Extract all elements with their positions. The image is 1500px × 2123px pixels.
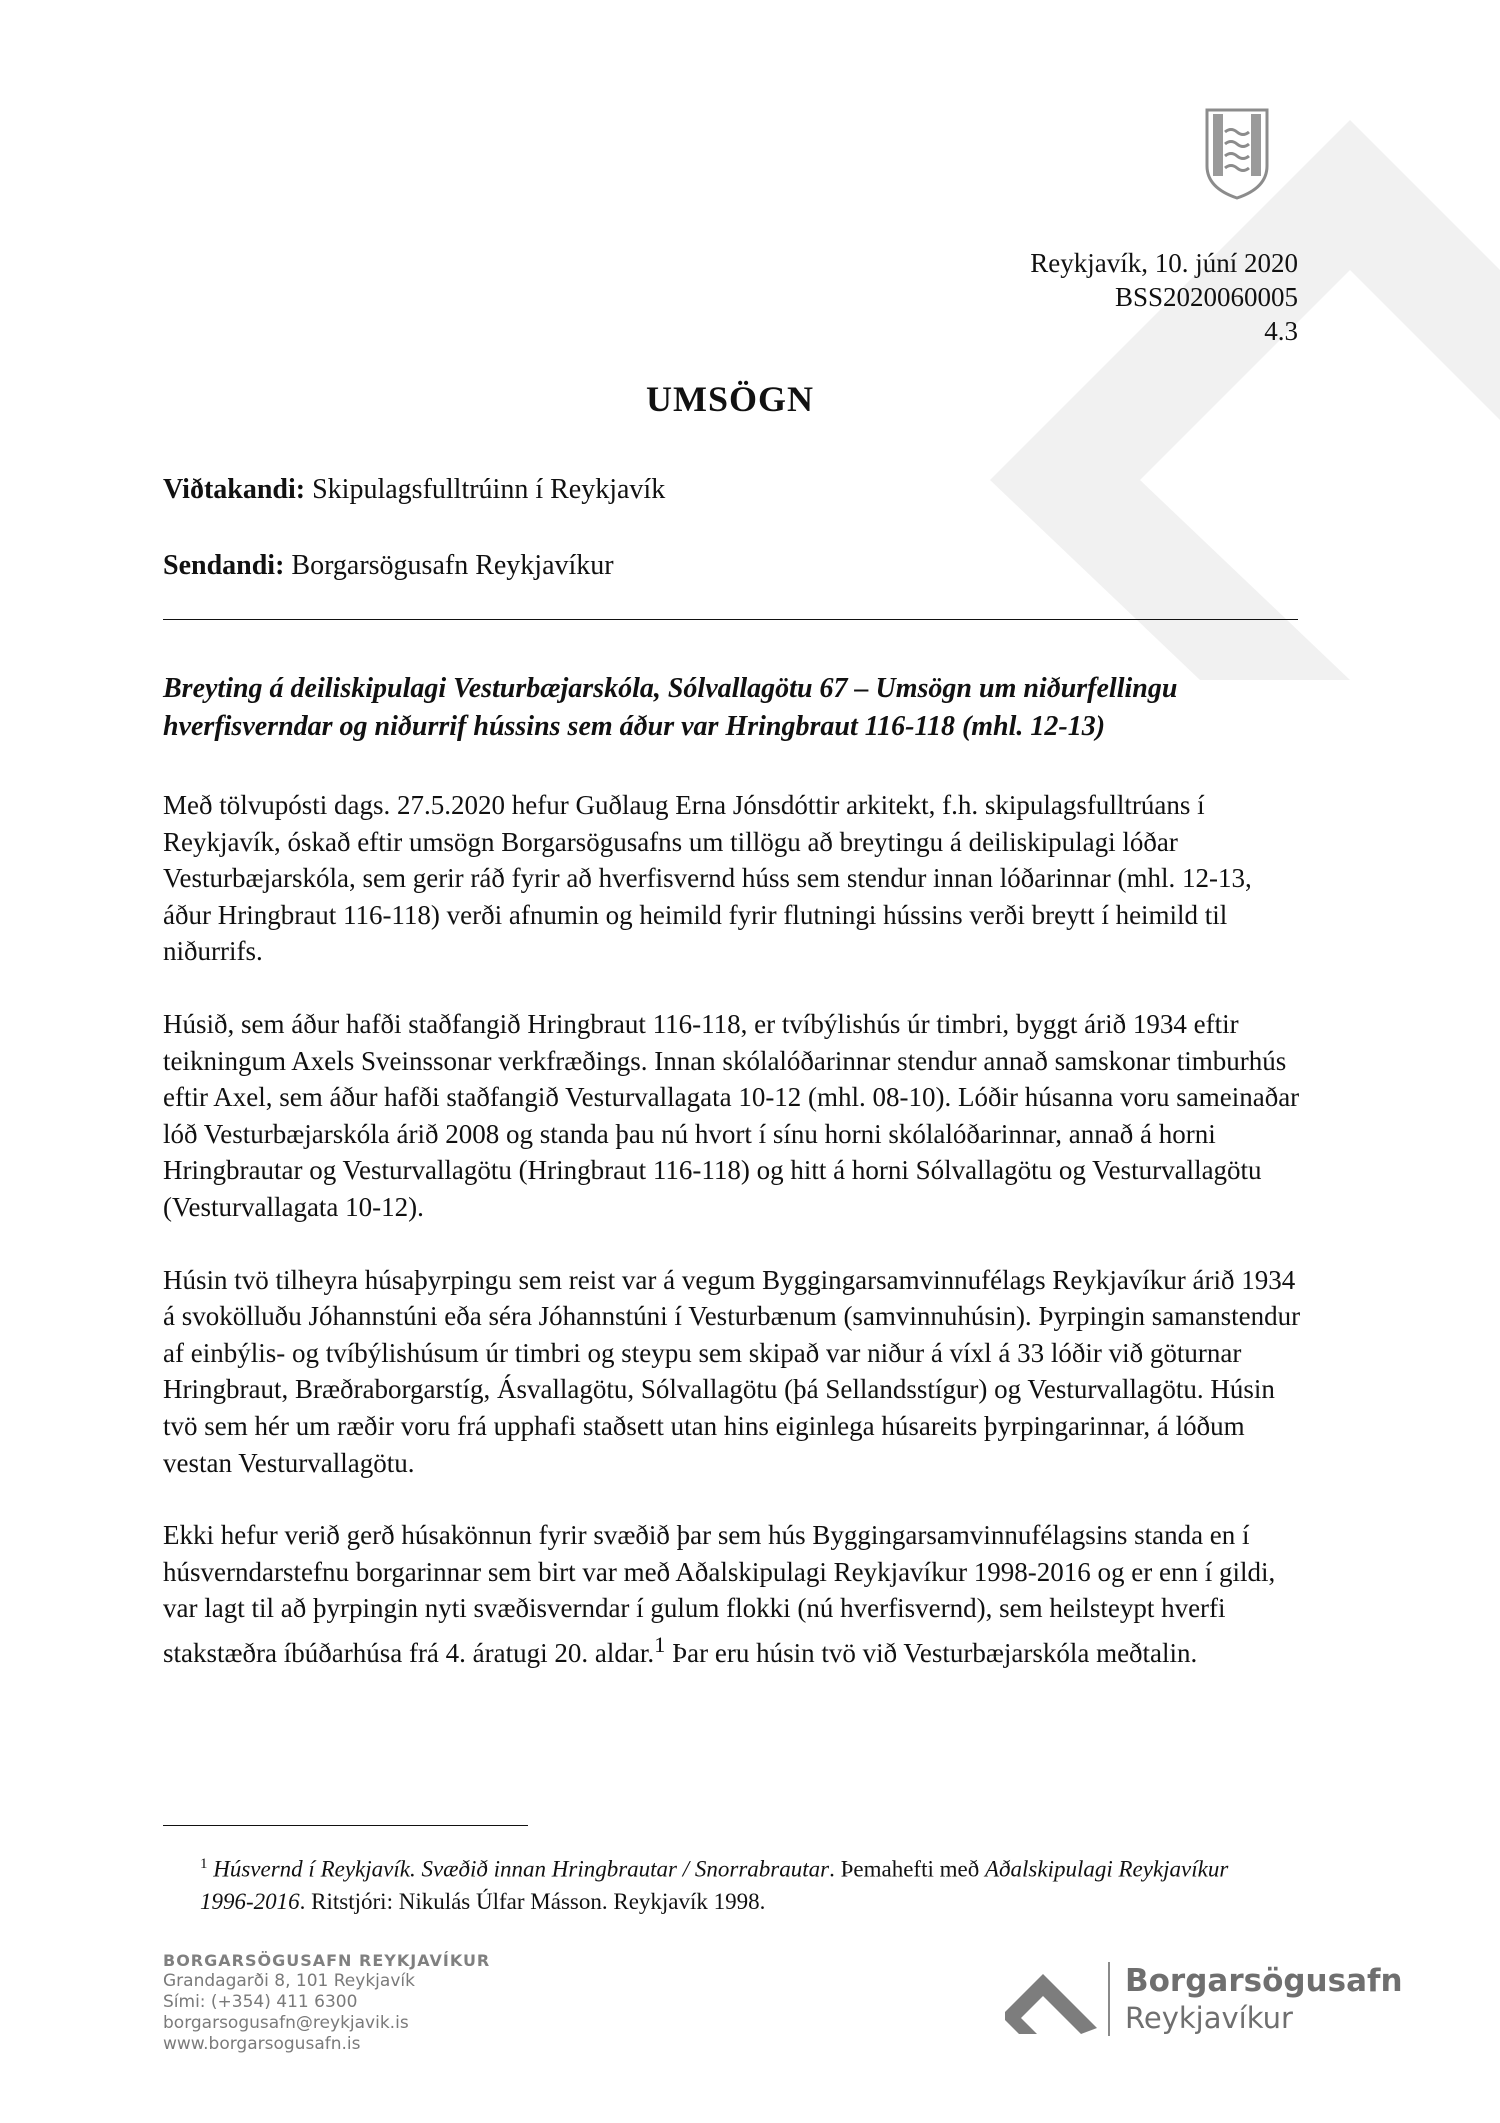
paragraph-2: Húsið, sem áður hafði staðfangið Hringbraut 116-118, er tvíbýlishús úr timbri, byggt árið 1934 eftir teikningum Axels Sveinssonar verkfræðings. Innan skólalóðarinnar stendur annað samskonar timburhús eftir Axel, sem áður hafði staðfangið Vesturvallagata 10-12 (mhl. 08-10). Lóðir húsanna voru sameinaðar lóð Vesturbæjarskóla árið 2008 og standa þau nú hvort í sínu horni skólalóðarinnar, annað á horni Hringbrautar og Vesturvallagötu (Hringbraut 116-118) og hitt á horni Sólvallagötu og Vesturvallagötu (Vesturvallagata 10-12). [163,1008,1300,1222]
recipient-label: Viðtakandi: [163,474,306,505]
footnote [200,1848,1280,1918]
recipient-value: Skipulagsfulltrúinn í Reykjavík [312,474,666,505]
footnote-text-2: . Ritstjóri: Nikulás Úlfar Másson. Reykjavík 1998. [299,1888,766,1914]
document-title: UMSÖGN [646,379,814,419]
paragraph-3: Húsin tvö tilheyra húsaþyrpingu sem reist var á vegum Byggingarsamvinnufélags Reykjavíkur árið 1934 á svokölluðu Jóhannstúni eða séra Jóhannstúni í Vesturbænum (samvinnuhúsin). Þyrpingin samanstendur af einbýlis- og tvíbýlishúsum úr timbri og steypu sem skipað var niður á víxl á 33 lóðir við göturnar Hringbraut, Bræðraborgarstíg, Ásvallagötu, Sólvallagötu (þá Sellandsstígur) og Vesturvallagötu. Húsin tvö sem hér um ræðir voru frá upphafi staðsett utan hins eiginlega húsareits þyrpingarinnar, á lóðum vestan Vesturvallagötu. [163,1264,1301,1478]
logo-separator [1108,1962,1110,2036]
footnote-publication: Aðalskipulagi Reykjavíkur 1996-2016 [200,1856,1229,1914]
paragraph-4 [163,1517,1303,1671]
footnote-divider [163,1825,528,1826]
logo-chevron-icon [1005,1974,1097,2034]
case-number: BSS2020060005 [1114,282,1298,312]
footnote-title: Húsvernd í Reykjavík. Svæðið innan Hringbrautar / Snorrabrautar [213,1856,830,1882]
subject-heading [163,670,1303,746]
footer-address [163,1950,490,2055]
recipient-line [163,474,665,506]
footnote-number: 1 [200,1856,208,1872]
reference-number: 4.3 [1264,316,1298,346]
footer-email[interactable]: borgarsogusafn@reykjavik.is [163,2013,409,2033]
subject-line-2: hverfisverndar og niðurrif hússins sem áður var Hringbraut 116-118 (mhl. 12-13) [163,711,1106,742]
footer-website[interactable]: www.borgarsogusafn.is [163,2034,361,2054]
sender-label: Sendandi: [163,550,285,581]
logo-line-2: Reykjavíkur [1125,2001,1293,2035]
paragraph-4-text: Ekki hefur verið gerð húsakönnun fyrir svæðið þar sem hús Byggingarsamvinnufélagsins standa en í húsverndarstefnu borgarinnar sem birt var með Aðalskipulagi Reykjavíkur 1998-2016 og er enn í gildi, var lagt til að þyrpingin nyti svæðisverndar í gulum flokki (nú hverfisvernd), sem heilsteypt hverfi stakstæðra íbúðarhúsa frá 4. áratugi 20. aldar. [163,1520,1276,1668]
footer-phone: Sími: (+354) 411 6300 [163,1992,358,2012]
logo-line-1: Borgarsögusafn [1125,1963,1403,1999]
paragraph-4-end: Þar eru húsin tvö við Vesturbæjarskóla meðtalin. [665,1637,1198,1668]
letter-body [163,787,1303,1707]
subject-line-1: Breyting á deiliskipulagi Vesturbæjarskóla, Sólvallagötu 67 – Umsögn um niðurfellingu [163,673,1178,704]
date-line: Reykjavík, 10. júní 2020 [1030,248,1298,278]
footnote-text-1: . Þemahefti með [829,1856,985,1882]
sender-line [163,550,614,582]
header-divider [163,619,1298,620]
letter-meta [1030,246,1298,348]
sender-value: Borgarsögusafn Reykjavíkur [291,550,614,581]
footnote-reference[interactable]: 1 [654,1631,666,1657]
footer-street: Grandagarði 8, 101 Reykjavík [163,1971,415,1991]
logo-wordmark [1125,1962,1403,2036]
footer-org-name: BORGARSÖGUSAFN REYKJAVÍKUR [163,1951,491,1970]
paragraph-1: Með tölvupósti dags. 27.5.2020 hefur Guðlaug Erna Jónsdóttir arkitekt, f.h. skipulagsfulltrúans í Reykjavík, óskað eftir umsögn Borgarsögusafns um tillögu að breytingu á deiliskipulagi lóðar Vesturbæjarskóla, sem gerir ráð fyrir að hverfisvernd húss sem stendur innan lóðarinnar (mhl. 12-13, áður Hringbraut 116-118) verði afnumin og heimild fyrir flutningi hússins verði breytt í heimild til niðurrifs. [163,790,1252,967]
reykjavik-crest-icon [1205,108,1269,200]
borgarsogusafn-logo [1005,1962,1425,2040]
